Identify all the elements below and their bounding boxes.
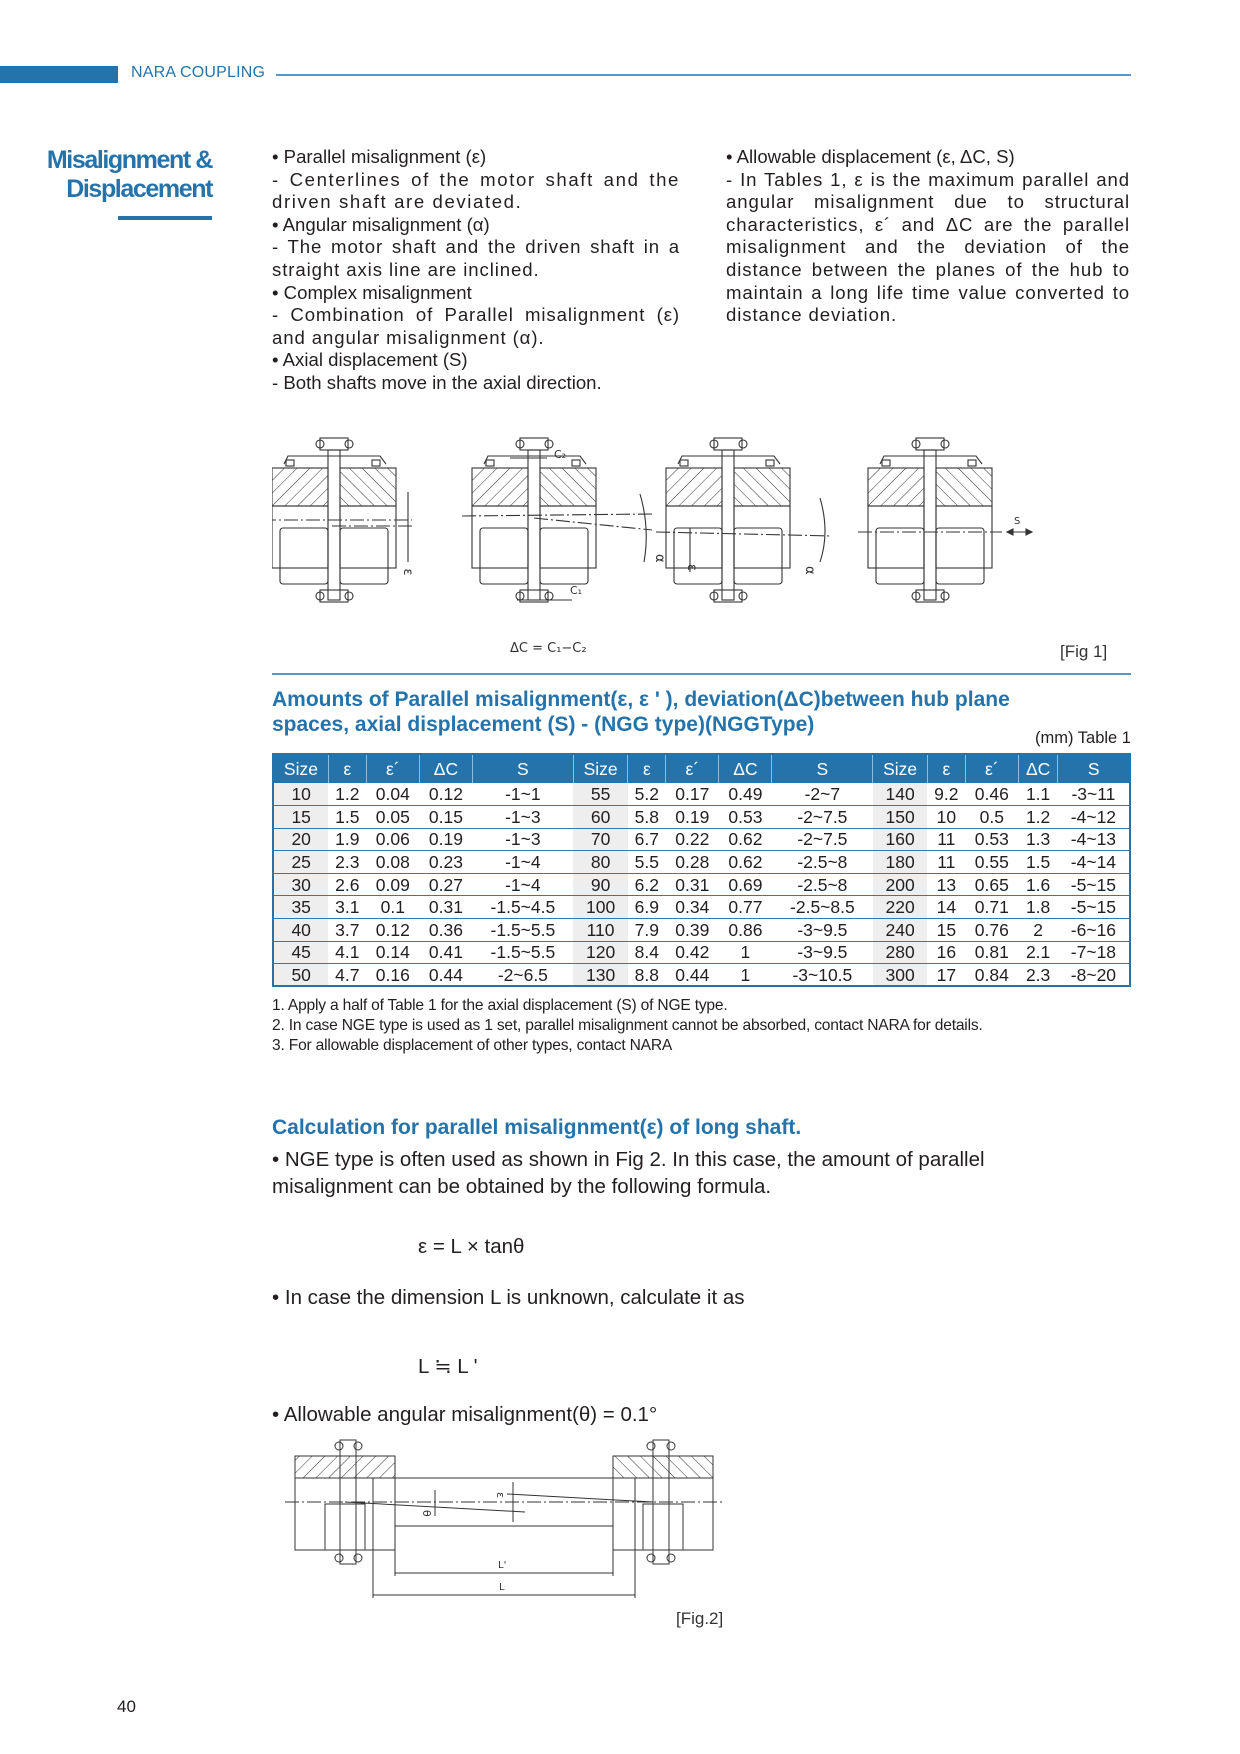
value-cell: 0.09 (366, 873, 419, 896)
value-cell: 4.1 (328, 941, 366, 964)
calc-body-text: • NGE type is often used as shown in Fig 2. In this case, the amount of parallel misalignment can be obtained by the following formula. (272, 1148, 985, 1198)
fig1-formula-caption: ΔC = C₁−C₂ (510, 641, 587, 656)
col-header: S (772, 754, 873, 783)
svg-text:C₁: C₁ (570, 584, 583, 597)
value-cell: -2~6.5 (497, 964, 548, 985)
col-header: ε´ (965, 754, 1018, 783)
value-cell: 0.1 (366, 896, 419, 919)
value-cell: -8~20 (1070, 964, 1117, 985)
size-cell: 120 (573, 941, 628, 964)
col-header: ΔC (1018, 754, 1057, 783)
size-cell: 160 (873, 828, 928, 851)
calc-bullet-unknown-l: • In case the dimension L is unknown, calculate it as (272, 1286, 745, 1309)
value-cell: 5.5 (628, 851, 666, 874)
value-cell: 13 (927, 873, 965, 896)
value-cell: -1~4 (472, 851, 573, 874)
table-row (273, 873, 1130, 896)
value-cell: 0.16 (375, 964, 410, 985)
value-cell: 0.19 (666, 806, 719, 829)
section-title-line2: Displacement (66, 175, 212, 203)
value-cell: 5.2 (628, 783, 666, 806)
value-cell: -1~4 (472, 873, 573, 896)
svg-text:α: α (802, 566, 817, 575)
value-cell: 9.2 (927, 783, 965, 806)
col-header: S (1058, 754, 1130, 783)
table-title: Amounts of Parallel misalignment(ε, ε ' ), deviation(ΔC)between hub plane spaces, axial displacement (S) - (NGG type)(NGGType) (272, 688, 1010, 736)
value-cell: -2.5~8 (772, 851, 873, 874)
value-cell: 1.2 (1018, 806, 1057, 829)
value-cell: -2~7.5 (772, 828, 873, 851)
value-cell: 0.19 (419, 828, 472, 851)
value-cell: 0.71 (965, 896, 1018, 919)
value-cell: 0.04 (366, 783, 419, 806)
value-cell: -2~7.5 (772, 806, 873, 829)
value-cell: 0.36 (419, 919, 472, 942)
value-cell: 1 (719, 941, 772, 964)
value-cell: 0.81 (965, 941, 1018, 964)
value-cell: -2~7 (772, 783, 873, 806)
value-cell: -2.5~8.5 (772, 896, 873, 919)
value-cell: 11 (927, 851, 965, 874)
footnote: 3. For allowable displacement of other types, contact NARA (272, 1037, 673, 1054)
value-cell: 10 (927, 806, 965, 829)
misalignment-table (272, 753, 1131, 987)
table-row (273, 964, 1130, 987)
value-cell: 0.39 (666, 919, 719, 942)
col-header: ε (628, 754, 666, 783)
value-cell: 0.17 (666, 783, 719, 806)
value-cell: 2 (1018, 919, 1057, 942)
value-cell: 1 (740, 964, 751, 985)
value-cell: 0.08 (366, 851, 419, 874)
value-cell: 0.53 (965, 828, 1018, 851)
value-cell: -3~11 (1058, 783, 1130, 806)
value-cell: -7~18 (1058, 941, 1130, 964)
intro-item: • Allowable displacement (ε, ΔC, S) (726, 146, 1015, 167)
calc-bullet-angular: • Allowable angular misalignment(θ) = 0.1° (272, 1403, 658, 1426)
col-header: ΔC (719, 754, 772, 783)
value-cell: 0.28 (666, 851, 719, 874)
value-cell: 0.34 (666, 896, 719, 919)
col-header: ε´ (666, 754, 719, 783)
table-row (273, 941, 1130, 964)
value-cell: 0.22 (666, 828, 719, 851)
value-cell: 0.14 (366, 941, 419, 964)
table-row (273, 896, 1130, 919)
value-cell: 16 (927, 941, 965, 964)
col-header: ΔC (419, 754, 472, 783)
size-cell: 40 (273, 919, 328, 942)
value-cell: 0.44 (675, 964, 710, 985)
value-cell: -4~14 (1058, 851, 1130, 874)
value-cell: 1.1 (1018, 783, 1057, 806)
size-cell: 20 (273, 828, 328, 851)
value-cell: 0.31 (666, 873, 719, 896)
intro-left-column (272, 146, 680, 395)
value-cell: 0.31 (419, 896, 472, 919)
value-cell: 0.06 (366, 828, 419, 851)
fig2-label: [Fig.2] (676, 1609, 724, 1628)
size-cell: 140 (873, 783, 928, 806)
intro-item: • Complex misalignment (272, 281, 472, 303)
svg-text:S: S (1014, 516, 1021, 527)
col-header: ε (328, 754, 366, 783)
value-cell: 17 (936, 964, 957, 985)
value-cell: 0.62 (719, 828, 772, 851)
value-cell: 2.3 (1025, 964, 1051, 985)
table-unit-label: (mm) Table 1 (1035, 729, 1131, 747)
intro-item: - In Tables 1, ε is the maximum parallel and angular misalignment due to structural characteristics, ε´ and ΔC are the parallel misalignment and the deviation of the distance between the planes of the hub to maintain a long life time value converted to distance deviation. (726, 168, 1130, 326)
value-cell: 1.6 (1018, 873, 1057, 896)
size-cell: 70 (573, 828, 628, 851)
header-brand: NARA COUPLING (131, 64, 266, 81)
value-cell: 1.5 (1018, 851, 1057, 874)
size-cell: 110 (573, 919, 628, 942)
table-footnotes (272, 996, 983, 1056)
value-cell: 2.3 (328, 851, 366, 874)
intro-item: - Combination of Parallel misalignment (ε) and angular misalignment (α). (272, 304, 680, 348)
section-title (30, 146, 212, 204)
value-cell: 1.2 (328, 783, 366, 806)
value-cell: 15 (927, 919, 965, 942)
table-row (273, 851, 1130, 874)
value-cell: 0.55 (965, 851, 1018, 874)
size-cell: 150 (873, 806, 928, 829)
fig1-label: [Fig 1] (1060, 642, 1108, 661)
value-cell: 0.84 (974, 964, 1009, 985)
value-cell: 0.27 (419, 873, 472, 896)
formula-epsilon: ε = L × tanθ (418, 1235, 525, 1258)
value-cell: 0.12 (419, 783, 472, 806)
value-cell: -1~3 (472, 828, 573, 851)
value-cell: 0.76 (965, 919, 1018, 942)
size-cell: 180 (873, 851, 928, 874)
size-cell: 55 (573, 783, 628, 806)
size-cell: 220 (873, 896, 928, 919)
value-cell: -1.5~5.5 (472, 941, 573, 964)
value-cell: -6~16 (1058, 919, 1130, 942)
intro-right-column (726, 146, 1130, 327)
value-cell: -4~12 (1058, 806, 1130, 829)
value-cell: 0.15 (419, 806, 472, 829)
value-cell: 1.5 (328, 806, 366, 829)
svg-text:θ: θ (420, 1510, 433, 1517)
value-cell: -2.5~8 (772, 873, 873, 896)
section-title-line1: Misalignment & (46, 146, 212, 174)
value-cell: 7.9 (628, 919, 666, 942)
value-cell: 0.65 (965, 873, 1018, 896)
value-cell: 0.05 (366, 806, 419, 829)
value-cell: 1.9 (328, 828, 366, 851)
size-cell: 25 (273, 851, 328, 874)
value-cell: -5~15 (1058, 873, 1130, 896)
size-cell: 10 (273, 783, 328, 806)
size-cell: 300 (873, 964, 928, 987)
footnote: 2. In case NGE type is used as 1 set, parallel misalignment cannot be absorbed, contact NARA for details. (272, 1017, 983, 1034)
value-cell: 1.8 (1018, 896, 1057, 919)
value-cell: -3~10.5 (792, 964, 853, 985)
table-row (273, 828, 1130, 851)
intro-item: • Parallel misalignment (ε) (272, 146, 487, 167)
value-cell: 0.41 (419, 941, 472, 964)
value-cell: 11 (927, 828, 965, 851)
size-cell: 280 (873, 941, 928, 964)
size-cell: 50 (273, 964, 328, 987)
value-cell: -1~1 (472, 783, 573, 806)
value-cell: 0.69 (719, 873, 772, 896)
col-header: Size (273, 754, 328, 783)
value-cell: 4.7 (335, 964, 360, 985)
value-cell: 14 (927, 896, 965, 919)
section-title-underline (118, 216, 212, 220)
footnote: 1. Apply a half of Table 1 for the axial displacement (S) of NGE type. (272, 997, 728, 1014)
value-cell: -5~15 (1058, 896, 1130, 919)
svg-text:L': L' (498, 1560, 507, 1571)
formula-l-approx: L ≒ L ' (418, 1355, 478, 1378)
value-cell: -3~9.5 (772, 941, 873, 964)
intro-item: • Angular misalignment (α) (272, 213, 490, 235)
intro-item: - Centerlines of the motor shaft and the driven shaft are deviated. (272, 168, 680, 213)
value-cell: 2.1 (1018, 941, 1057, 964)
size-cell: 45 (273, 941, 328, 964)
svg-text:ε: ε (400, 568, 415, 576)
svg-text:ε: ε (494, 1492, 507, 1498)
value-cell: 8.4 (628, 941, 666, 964)
value-cell: -1.5~4.5 (472, 896, 573, 919)
svg-text:C₂: C₂ (554, 448, 567, 461)
section-divider (272, 673, 1131, 675)
value-cell: 8.8 (634, 964, 659, 985)
value-cell: 0.46 (965, 783, 1018, 806)
col-header: Size (573, 754, 628, 783)
value-cell: 3.7 (328, 919, 366, 942)
size-cell: 80 (573, 851, 628, 874)
calc-section-title: Calculation for parallel misalignment(ε) of long shaft. (272, 1116, 802, 1139)
value-cell: 0.86 (719, 919, 772, 942)
table-row (273, 919, 1130, 942)
value-cell: 0.44 (428, 964, 463, 985)
value-cell: -1.5~5.5 (472, 919, 573, 942)
value-cell: -1~3 (472, 806, 573, 829)
size-cell: 130 (573, 964, 628, 987)
value-cell: 0.12 (366, 919, 419, 942)
intro-item: - Both shafts move in the axial direction. (272, 371, 602, 393)
size-cell: 30 (273, 873, 328, 896)
intro-item: • Axial displacement (S) (272, 349, 468, 371)
value-cell: 0.42 (666, 941, 719, 964)
value-cell: 6.2 (628, 873, 666, 896)
svg-text:L: L (499, 1582, 505, 1593)
table-row (273, 806, 1130, 829)
size-cell: 60 (573, 806, 628, 829)
value-cell: 6.9 (628, 896, 666, 919)
header-rule (276, 74, 1131, 76)
col-header: ε´ (366, 754, 419, 783)
intro-item: - The motor shaft and the driven shaft in a straight axis line are inclined. (272, 236, 680, 280)
value-cell: 2.6 (328, 873, 366, 896)
value-cell: 1.3 (1018, 828, 1057, 851)
value-cell: 0.53 (719, 806, 772, 829)
fig2-long-shaft-diagram (285, 1432, 725, 1612)
col-header: ε (927, 754, 965, 783)
value-cell: 6.7 (628, 828, 666, 851)
col-header: Size (873, 754, 928, 783)
value-cell: -3~9.5 (772, 919, 873, 942)
fig1-coupling-diagrams (272, 436, 1132, 666)
value-cell: 0.49 (719, 783, 772, 806)
table-row (273, 783, 1130, 806)
value-cell: 3.1 (328, 896, 366, 919)
value-cell: 0.62 (719, 851, 772, 874)
value-cell: 0.77 (719, 896, 772, 919)
value-cell: 0.5 (965, 806, 1018, 829)
size-cell: 240 (873, 919, 928, 942)
col-header: S (472, 754, 573, 783)
size-cell: 90 (573, 873, 628, 896)
size-cell: 15 (273, 806, 328, 829)
header-accent-bar (0, 66, 118, 83)
size-cell: 35 (273, 896, 328, 919)
value-cell: -4~13 (1058, 828, 1130, 851)
svg-text:α: α (652, 554, 667, 563)
value-cell: 0.23 (419, 851, 472, 874)
table-header-row (273, 754, 1130, 783)
page-number: 40 (117, 1697, 136, 1716)
size-cell: 100 (573, 896, 628, 919)
value-cell: 5.8 (628, 806, 666, 829)
size-cell: 200 (873, 873, 928, 896)
svg-text:ε: ε (684, 564, 699, 572)
